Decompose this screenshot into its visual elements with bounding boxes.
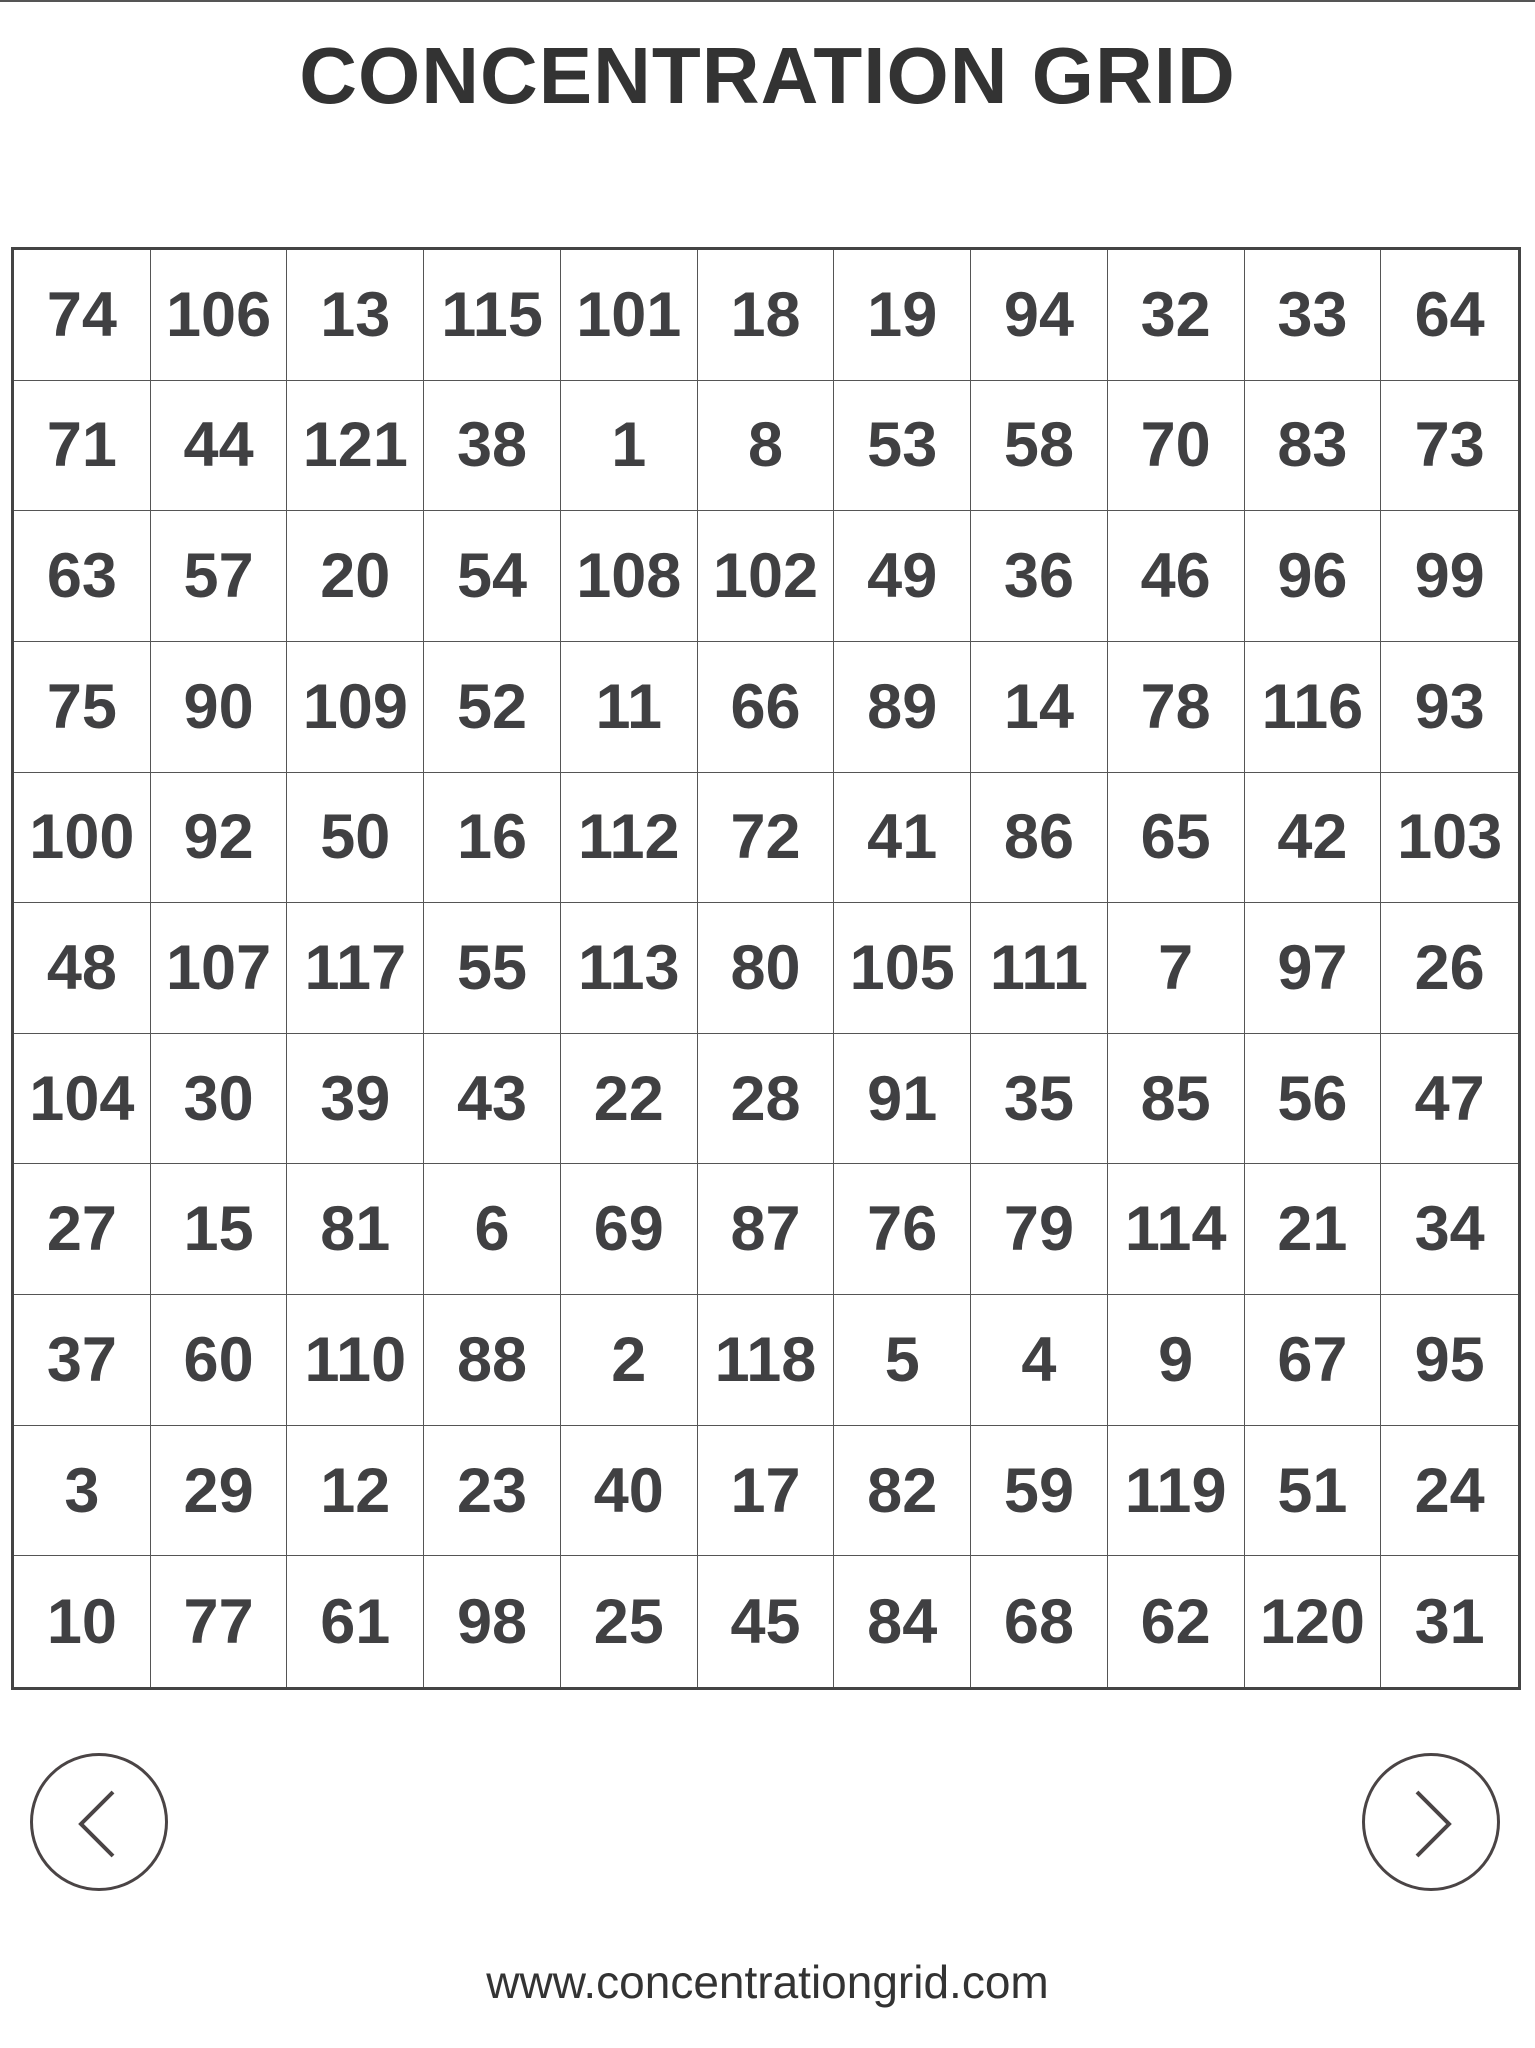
- grid-cell[interactable]: 30: [151, 1034, 288, 1165]
- grid-cell[interactable]: 72: [698, 773, 835, 904]
- grid-cell[interactable]: 61: [287, 1556, 424, 1687]
- grid-cell[interactable]: 39: [287, 1034, 424, 1165]
- next-button[interactable]: [1362, 1753, 1500, 1891]
- grid-cell[interactable]: 36: [971, 511, 1108, 642]
- grid-cell[interactable]: 40: [561, 1426, 698, 1557]
- grid-cell[interactable]: 54: [424, 511, 561, 642]
- grid-cell[interactable]: 63: [14, 511, 151, 642]
- grid-cell[interactable]: 43: [424, 1034, 561, 1165]
- grid-cell[interactable]: 116: [1245, 642, 1382, 773]
- grid-cell[interactable]: 25: [561, 1556, 698, 1687]
- grid-cell[interactable]: 14: [971, 642, 1108, 773]
- grid-cell[interactable]: 12: [287, 1426, 424, 1557]
- grid-cell[interactable]: 1: [561, 381, 698, 512]
- grid-cell[interactable]: 69: [561, 1164, 698, 1295]
- grid-cell[interactable]: 27: [14, 1164, 151, 1295]
- number-grid: [11, 247, 1521, 1690]
- grid-cell[interactable]: 86: [971, 773, 1108, 904]
- grid-cell[interactable]: 114: [1108, 1164, 1245, 1295]
- grid-cell[interactable]: 28: [698, 1034, 835, 1165]
- grid-cell[interactable]: 49: [834, 511, 971, 642]
- grid-cell[interactable]: 79: [971, 1164, 1108, 1295]
- grid-cell[interactable]: 97: [1245, 903, 1382, 1034]
- grid-cell[interactable]: 8: [698, 381, 835, 512]
- grid-cell[interactable]: 24: [1381, 1426, 1518, 1557]
- grid-cell[interactable]: 59: [971, 1426, 1108, 1557]
- grid-cell[interactable]: 11: [561, 642, 698, 773]
- grid-cell[interactable]: 90: [151, 642, 288, 773]
- grid-cell[interactable]: 19: [834, 250, 971, 381]
- grid-cell[interactable]: 75: [14, 642, 151, 773]
- grid-cell[interactable]: 119: [1108, 1426, 1245, 1557]
- grid-cell[interactable]: 80: [698, 903, 835, 1034]
- grid-cell[interactable]: 52: [424, 642, 561, 773]
- grid-cell[interactable]: 106: [151, 250, 288, 381]
- grid-cell[interactable]: 73: [1381, 381, 1518, 512]
- grid-cell[interactable]: 113: [561, 903, 698, 1034]
- grid-cell[interactable]: 93: [1381, 642, 1518, 773]
- grid-cell[interactable]: 57: [151, 511, 288, 642]
- grid-cell[interactable]: 33: [1245, 250, 1382, 381]
- grid-cell[interactable]: 87: [698, 1164, 835, 1295]
- grid-cell[interactable]: 100: [14, 773, 151, 904]
- grid-cell[interactable]: 35: [971, 1034, 1108, 1165]
- grid-cell[interactable]: 92: [151, 773, 288, 904]
- grid-cell[interactable]: 38: [424, 381, 561, 512]
- grid-cell[interactable]: 50: [287, 773, 424, 904]
- grid-cell[interactable]: 77: [151, 1556, 288, 1687]
- chevron-left-icon: [33, 1756, 165, 1888]
- page-title: CONCENTRATION GRID: [299, 31, 1236, 120]
- grid-cell[interactable]: 22: [561, 1034, 698, 1165]
- grid-cell[interactable]: 4: [971, 1295, 1108, 1426]
- grid-cell[interactable]: 20: [287, 511, 424, 642]
- grid-cell[interactable]: 105: [834, 903, 971, 1034]
- grid-cell[interactable]: 115: [424, 250, 561, 381]
- grid-cell[interactable]: 85: [1108, 1034, 1245, 1165]
- grid-cell[interactable]: 21: [1245, 1164, 1382, 1295]
- grid-cell[interactable]: 76: [834, 1164, 971, 1295]
- grid-cell[interactable]: 118: [698, 1295, 835, 1426]
- grid-cell[interactable]: 99: [1381, 511, 1518, 642]
- grid-cell[interactable]: 46: [1108, 511, 1245, 642]
- grid-cell[interactable]: 51: [1245, 1426, 1382, 1557]
- grid-cell[interactable]: 34: [1381, 1164, 1518, 1295]
- grid-cell[interactable]: 47: [1381, 1034, 1518, 1165]
- grid-cell[interactable]: 60: [151, 1295, 288, 1426]
- grid-cell[interactable]: 91: [834, 1034, 971, 1165]
- grid-cell[interactable]: 55: [424, 903, 561, 1034]
- grid-cell[interactable]: 102: [698, 511, 835, 642]
- grid-cell[interactable]: 67: [1245, 1295, 1382, 1426]
- grid-cell[interactable]: 58: [971, 381, 1108, 512]
- grid-cell[interactable]: 68: [971, 1556, 1108, 1687]
- grid-cell[interactable]: 26: [1381, 903, 1518, 1034]
- grid-cell[interactable]: 71: [14, 381, 151, 512]
- grid-cell[interactable]: 112: [561, 773, 698, 904]
- grid-cell[interactable]: 82: [834, 1426, 971, 1557]
- grid-cell[interactable]: 9: [1108, 1295, 1245, 1426]
- grid-cell[interactable]: 81: [287, 1164, 424, 1295]
- grid-cell[interactable]: 95: [1381, 1295, 1518, 1426]
- grid-cell[interactable]: 70: [1108, 381, 1245, 512]
- grid-cell[interactable]: 31: [1414, 1586, 1485, 1657]
- grid-cell[interactable]: 13: [287, 250, 424, 381]
- grid-cell[interactable]: 94: [971, 250, 1108, 381]
- grid-cell[interactable]: 96: [1245, 511, 1382, 642]
- grid-cell[interactable]: 89: [834, 642, 971, 773]
- grid-cell[interactable]: 83: [1245, 381, 1382, 512]
- grid-cell[interactable]: 110: [287, 1295, 424, 1426]
- grid-cell[interactable]: 88: [424, 1295, 561, 1426]
- grid-cell[interactable]: 6: [424, 1164, 561, 1295]
- grid-cell[interactable]: 53: [834, 381, 971, 512]
- grid-cell[interactable]: 45: [698, 1556, 835, 1687]
- grid-cell[interactable]: 44: [151, 381, 288, 512]
- grid-cell[interactable]: 16: [424, 773, 561, 904]
- grid-cell[interactable]: 78: [1108, 642, 1245, 773]
- grid-cell[interactable]: 15: [151, 1164, 288, 1295]
- grid-cell[interactable]: 32: [1108, 250, 1245, 381]
- grid-cell[interactable]: 7: [1108, 903, 1245, 1034]
- grid-cell[interactable]: 74: [14, 250, 151, 381]
- grid-cell[interactable]: 103: [1381, 773, 1518, 904]
- grid-cell[interactable]: 120: [1245, 1556, 1382, 1687]
- grid-cell[interactable]: 108: [561, 511, 698, 642]
- grid-cell[interactable]: 84: [834, 1556, 971, 1687]
- website-link[interactable]: www.concentrationgrid.com: [486, 1956, 1049, 2008]
- grid-cell[interactable]: 23: [424, 1426, 561, 1557]
- grid-cell[interactable]: 10: [14, 1556, 151, 1687]
- grid-cell[interactable]: 121: [287, 381, 424, 512]
- grid-cell[interactable]: 2: [561, 1295, 698, 1426]
- grid-cell[interactable]: 56: [1245, 1034, 1382, 1165]
- grid-cell[interactable]: 41: [834, 773, 971, 904]
- grid-cell[interactable]: 64: [1381, 250, 1518, 381]
- grid-cell[interactable]: 5: [834, 1295, 971, 1426]
- grid-cell[interactable]: 29: [151, 1426, 288, 1557]
- grid-cell[interactable]: 62: [1108, 1556, 1245, 1687]
- grid-cell[interactable]: 17: [698, 1426, 835, 1557]
- grid-cell[interactable]: 42: [1245, 773, 1382, 904]
- grid-cell[interactable]: 107: [151, 903, 288, 1034]
- grid-cell[interactable]: 111: [971, 903, 1108, 1034]
- top-divider: [0, 0, 1535, 2]
- grid-cell[interactable]: 104: [14, 1034, 151, 1165]
- grid-cell[interactable]: 101: [561, 250, 698, 381]
- grid-cell[interactable]: 3: [14, 1426, 151, 1557]
- grid-cell[interactable]: 48: [14, 903, 151, 1034]
- previous-button[interactable]: [30, 1753, 168, 1891]
- grid-cell[interactable]: 98: [424, 1556, 561, 1687]
- grid-cell[interactable]: 37: [14, 1295, 151, 1426]
- chevron-right-icon: [1365, 1756, 1497, 1888]
- grid-cell[interactable]: 109: [287, 642, 424, 773]
- grid-cell[interactable]: 66: [698, 642, 835, 773]
- grid-cell[interactable]: 65: [1108, 773, 1245, 904]
- grid-cell[interactable]: 18: [698, 250, 835, 381]
- grid-cell[interactable]: 117: [287, 903, 424, 1034]
